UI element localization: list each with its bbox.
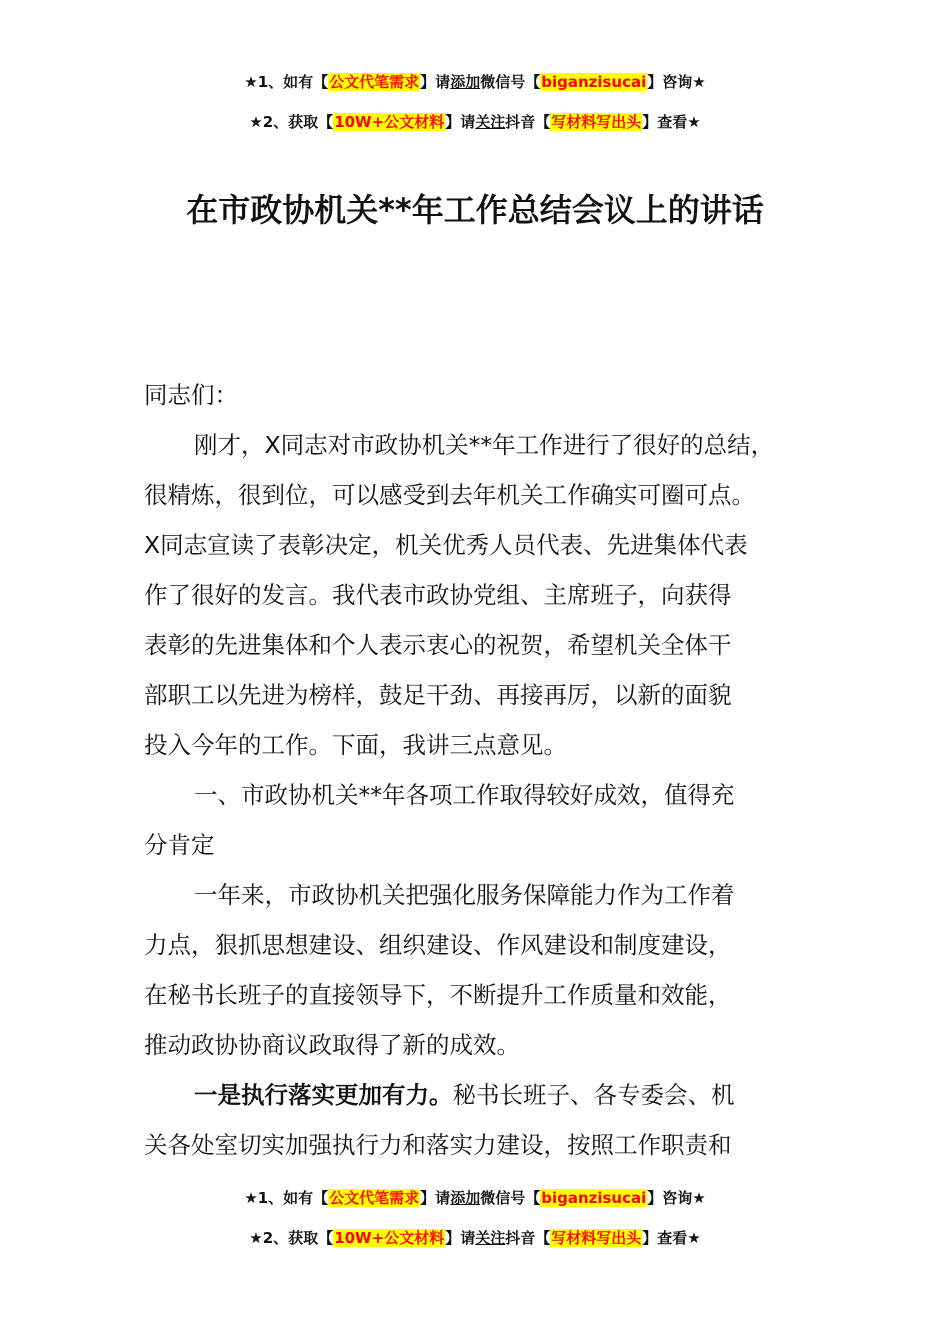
promo-highlight: 10W+公文材料 [334, 1229, 445, 1247]
body-line [144, 1070, 844, 1120]
body-line: 推动政协协商议政取得了新的成效。 [144, 1031, 520, 1059]
body-line-text: 秘书长班子、各专委会、机 [452, 1081, 735, 1109]
promo-text: 微信号【 [480, 1189, 541, 1207]
bottom-promo-line-1 [0, 1187, 950, 1209]
promo-underline: 关注 [475, 113, 506, 131]
promo-text: ★2、获取【 [249, 113, 334, 131]
promo-text: 】查看★ [642, 1229, 701, 1247]
salutation: 同志们： [144, 381, 238, 409]
promo-highlight: biganzisucai [541, 73, 647, 91]
promo-text: 抖音【 [505, 1229, 551, 1247]
section-heading: 分肯定 [144, 831, 215, 859]
promo-text: ★1、如有【 [244, 73, 329, 91]
promo-text: 抖音【 [505, 113, 551, 131]
promo-highlight: 写材料写出头 [551, 1229, 642, 1247]
bold-lead: 一是执行落实更加有力。 [194, 1081, 453, 1109]
promo-text: 】请 [445, 1229, 476, 1247]
promo-text: 】咨询★ [647, 1189, 706, 1207]
body-line: 刚才，X同志对市政协机关**年工作进行了很好的总结， [194, 431, 775, 459]
document-title: 在市政协机关**年工作总结会议上的讲话 [186, 191, 764, 229]
body-line: 部职工以先进为榜样，鼓足干劲、再接再厉，以新的面貌 [144, 681, 732, 709]
promo-underline: 添加 [450, 1189, 481, 1207]
promo-text: 】查看★ [642, 113, 701, 131]
top-promo-line-2 [0, 111, 950, 133]
body-line: 一年来，市政协机关把强化服务保障能力作为工作着 [194, 881, 735, 909]
body-line: 投入今年的工作。下面，我讲三点意见。 [144, 731, 567, 759]
bottom-promo-line-2 [0, 1227, 950, 1249]
body-line: 作了很好的发言。我代表市政协党组、主席班子，向获得 [144, 581, 732, 609]
promo-highlight: 写材料写出头 [551, 113, 642, 131]
promo-text: ★2、获取【 [249, 1229, 334, 1247]
promo-text: 】请 [445, 113, 476, 131]
promo-highlight: 10W+公文材料 [334, 113, 445, 131]
body-line: 关各处室切实加强执行力和落实力建设，按照工作职责和 [144, 1131, 732, 1159]
body-line: 很精炼，很到位，可以感受到去年机关工作确实可圈可点。 [144, 481, 755, 509]
body-line: X同志宣读了表彰决定，机关优秀人员代表、先进集体代表 [144, 531, 748, 559]
body-line: 表彰的先进集体和个人表示衷心的祝贺，希望机关全体干 [144, 631, 732, 659]
promo-underline: 添加 [450, 73, 481, 91]
promo-text: 】请 [420, 73, 451, 91]
section-heading: 一、市政协机关**年各项工作取得较好成效，值得充 [194, 781, 735, 809]
promo-highlight: biganzisucai [541, 1189, 647, 1207]
promo-text: 微信号【 [480, 73, 541, 91]
promo-text: 】请 [420, 1189, 451, 1207]
promo-text: 】咨询★ [647, 73, 706, 91]
promo-text: ★1、如有【 [244, 1189, 329, 1207]
body-line: 力点，狠抓思想建设、组织建设、作风建设和制度建设， [144, 931, 732, 959]
top-promo-line-1 [0, 71, 950, 93]
promo-highlight: 公文代笔需求 [329, 1189, 420, 1207]
body-line: 在秘书长班子的直接领导下，不断提升工作质量和效能， [144, 981, 732, 1009]
document-body [144, 370, 844, 1170]
promo-underline: 关注 [475, 1229, 506, 1247]
promo-highlight: 公文代笔需求 [329, 73, 420, 91]
